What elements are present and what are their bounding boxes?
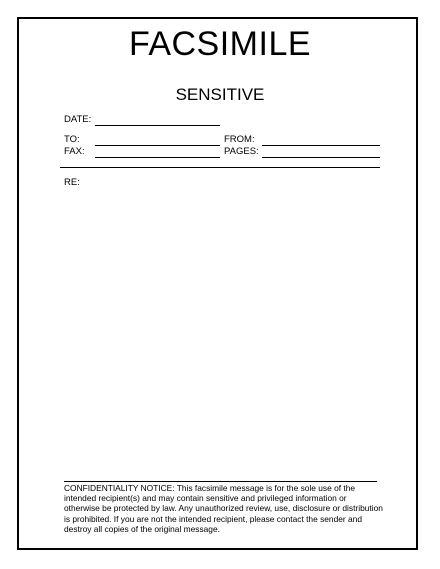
- to-field[interactable]: [95, 145, 220, 146]
- section-divider: [60, 167, 380, 168]
- fax-label: FAX:: [64, 146, 85, 157]
- confidentiality-notice: CONFIDENTIALITY NOTICE: This facsimile message is for the sole use of the intended recipient(s) and may contain sensitive and privileged information or otherwise be protected by law. Any unauthorized review, use, disclosure or distribution is prohibited. If you are not the intended recipient, please contact the sender and destroy all copies of the original message.: [64, 483, 383, 534]
- pages-label: PAGES:: [224, 146, 259, 157]
- from-label: FROM:: [224, 134, 255, 145]
- pages-field[interactable]: [262, 157, 380, 158]
- from-field[interactable]: [262, 145, 380, 146]
- date-label: DATE:: [64, 114, 92, 125]
- page-title: FACSIMILE: [128, 25, 312, 63]
- to-label: TO:: [64, 134, 80, 145]
- page-subtitle: SENSITIVE: [175, 85, 265, 104]
- fax-field[interactable]: [95, 157, 220, 158]
- date-field[interactable]: [95, 125, 220, 126]
- re-label: RE:: [64, 177, 80, 188]
- footer-divider: [64, 481, 377, 482]
